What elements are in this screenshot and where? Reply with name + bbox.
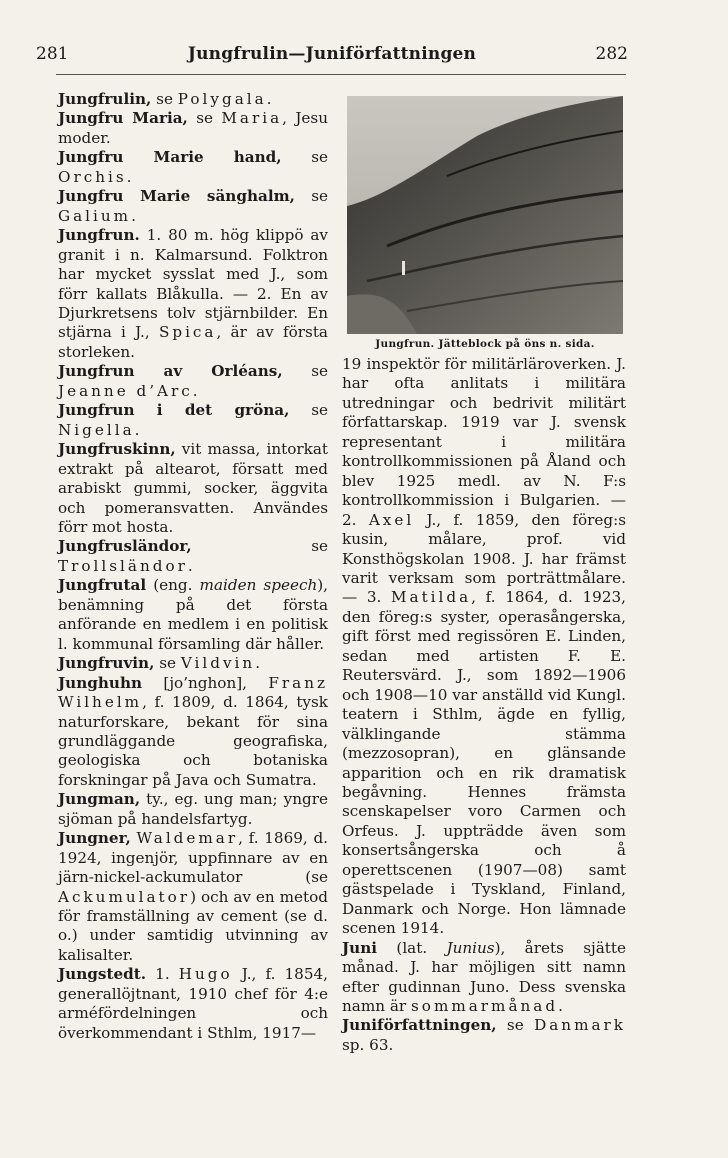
entry-headword: Jungfrulin, (58, 90, 152, 108)
entry-headword: Jungner, (58, 829, 131, 848)
dictionary-entry (58, 965, 328, 1043)
entry-body: se Maria, Jesu moder. (58, 109, 328, 147)
entry-headword: Jungman, (58, 790, 141, 809)
entry-body: Waldemar, f. 1869, d. 1924, ingenjör, uppfinnare av en järn-nickel-ackumulator (se Ackumulator) och av en metod för framställning av cement (se d. o.) under samtidig utvinning av kalisalter. (58, 829, 328, 964)
entry-body: [jo’nghon], Franz Wilhelm, f. 1809, d. 1864, tysk naturforskare, bekant för sina grundläggande geografiska, geologiska och botaniska forskningar på Java och Sumatra. (58, 673, 328, 789)
entry-body: (lat. Junius), årets sjätte månad. J. har möjligen sitt namn efter gudinnan Juno. Dess svenska namn är sommarmånad. (342, 938, 626, 1015)
dictionary-entry (58, 537, 328, 576)
entry-headword: Jungstedt. (58, 965, 147, 984)
entry-body: se Trollsländor. (58, 537, 328, 575)
entry-body: se Nigella. (58, 401, 329, 439)
entry-body: vit massa, intorkat extrakt på altearot, försatt med arabiskt gummi, socker, äggvita och pomeransvatten. Användes förr mot hosta. (58, 440, 328, 536)
entry-headword: Juni (342, 938, 378, 957)
header-rule (56, 74, 626, 75)
entry-body: (eng. maiden speech), benämning på det första anförande en medlem i en politisk l. kommunal församling där håller. (58, 576, 328, 653)
entry-headword: Jungfru Maria, (58, 109, 188, 128)
entry-headword: Jungfrutal (58, 576, 147, 595)
figure (347, 96, 623, 350)
entry-headword: Juniförfattningen, (342, 1016, 497, 1035)
page-header (36, 44, 628, 64)
dictionary-entry (58, 790, 328, 829)
dictionary-entry (58, 401, 328, 440)
dictionary-entry (58, 829, 328, 965)
dictionary-entry (58, 440, 328, 537)
dictionary-entry (58, 576, 328, 654)
entry-body: 1. 80 m. hög klippö av granit i n. Kalmarsund. Folktron har mycket sysslat med J., som förr kallats Blåkulla. — 2. En av Djurkretsens tolv stjärnbilder. En stjärna i J., Spica, är av första storleken. (58, 226, 328, 361)
dictionary-entry (342, 939, 626, 1017)
entry-body: se Vildvin. (159, 654, 261, 673)
dictionary-entry (58, 109, 328, 148)
entry-headword: Jungfruvin, (58, 654, 155, 673)
dictionary-entry (342, 1016, 626, 1055)
entry-headword: Jungfrusländor, (58, 537, 192, 556)
rock-photo (347, 96, 623, 334)
entry-body: se Polygala. (156, 90, 272, 108)
entry-headword: Jungfrun av Orléans, (58, 362, 283, 381)
entry-headword: Jungfrun. (58, 226, 140, 245)
entry-headword: Jungfru Marie sänghalm, (58, 187, 295, 206)
entry-headword: Jungfru Marie hand, (58, 148, 282, 167)
dictionary-entry (58, 674, 328, 791)
entry-body: se Danmark sp. 63. (342, 1016, 626, 1054)
right-page-number: 282 (595, 44, 628, 64)
entry-headword: Jungfruskinn, (58, 440, 176, 459)
entry-body: 1. Hugo J., f. 1854, generallöjtnant, 1910 chef för 4:e arméfördelningen och överkommendant i Sthlm, 1917— (58, 965, 328, 1042)
right-column (342, 355, 626, 1055)
figure-caption: Jungfrun. Jätteblock på öns n. sida. (375, 338, 595, 350)
running-title: Jungfrulin—Juniförfattningen (187, 44, 477, 64)
entry-body: 19 inspektör för militärläroverken. J. har ofta anlitats i militära utredningar och bedrivit militärt författarskap. 1919 var J. svensk representant i militära kontrollkommissionen på Åland och blev 1925 medl. av N. F:s kontrollkommission i Bulgarien. — 2. Axel J., f. 1859, den föreg:s kusin, målare, prof. vid Konsthögskolan 1908. J. har främst varit verksam som porträttmålare. — 3. Matilda, f. 1864, d. 1923, den föreg:s syster, operasångerska, gift först med regissören E. Linden, sedan med artisten F. E. Reutersvärd. J., som 1892—1906 och 1908—10 var anställd vid Kungl. teatern i Sthlm, ägde en fyllig, välklingande stämma (mezzosopran), en glänsande apparition och en rik dramatisk begåvning. Hennes främsta scenskapelser voro Carmen och Orfeus. J. uppträdde även som konsertsångerska och å operettscenen (1907—08) samt gästspelade i Tyskland, Finland, Danmark och Norge. Hon lämnade scenen 1914. (342, 355, 626, 938)
dictionary-entry (342, 355, 626, 939)
entry-body: ty., eg. ung man; yngre sjöman på handelsfartyg. (58, 790, 329, 828)
entry-body: se Galium. (58, 187, 328, 225)
dictionary-entry (58, 90, 328, 109)
entry-headword: Jungfrun i det gröna, (58, 401, 290, 420)
dictionary-entry (58, 362, 328, 401)
entry-body: se Orchis. (58, 148, 329, 186)
dictionary-entry (58, 187, 328, 226)
dictionary-entry (58, 226, 328, 362)
dictionary-entry (58, 654, 328, 673)
entry-body: se Jeanne d’Arc. (58, 362, 328, 400)
dictionary-entry (58, 148, 328, 187)
left-column (58, 90, 328, 1043)
left-page-number: 281 (36, 44, 69, 64)
entry-headword: Junghuhn (58, 673, 143, 692)
